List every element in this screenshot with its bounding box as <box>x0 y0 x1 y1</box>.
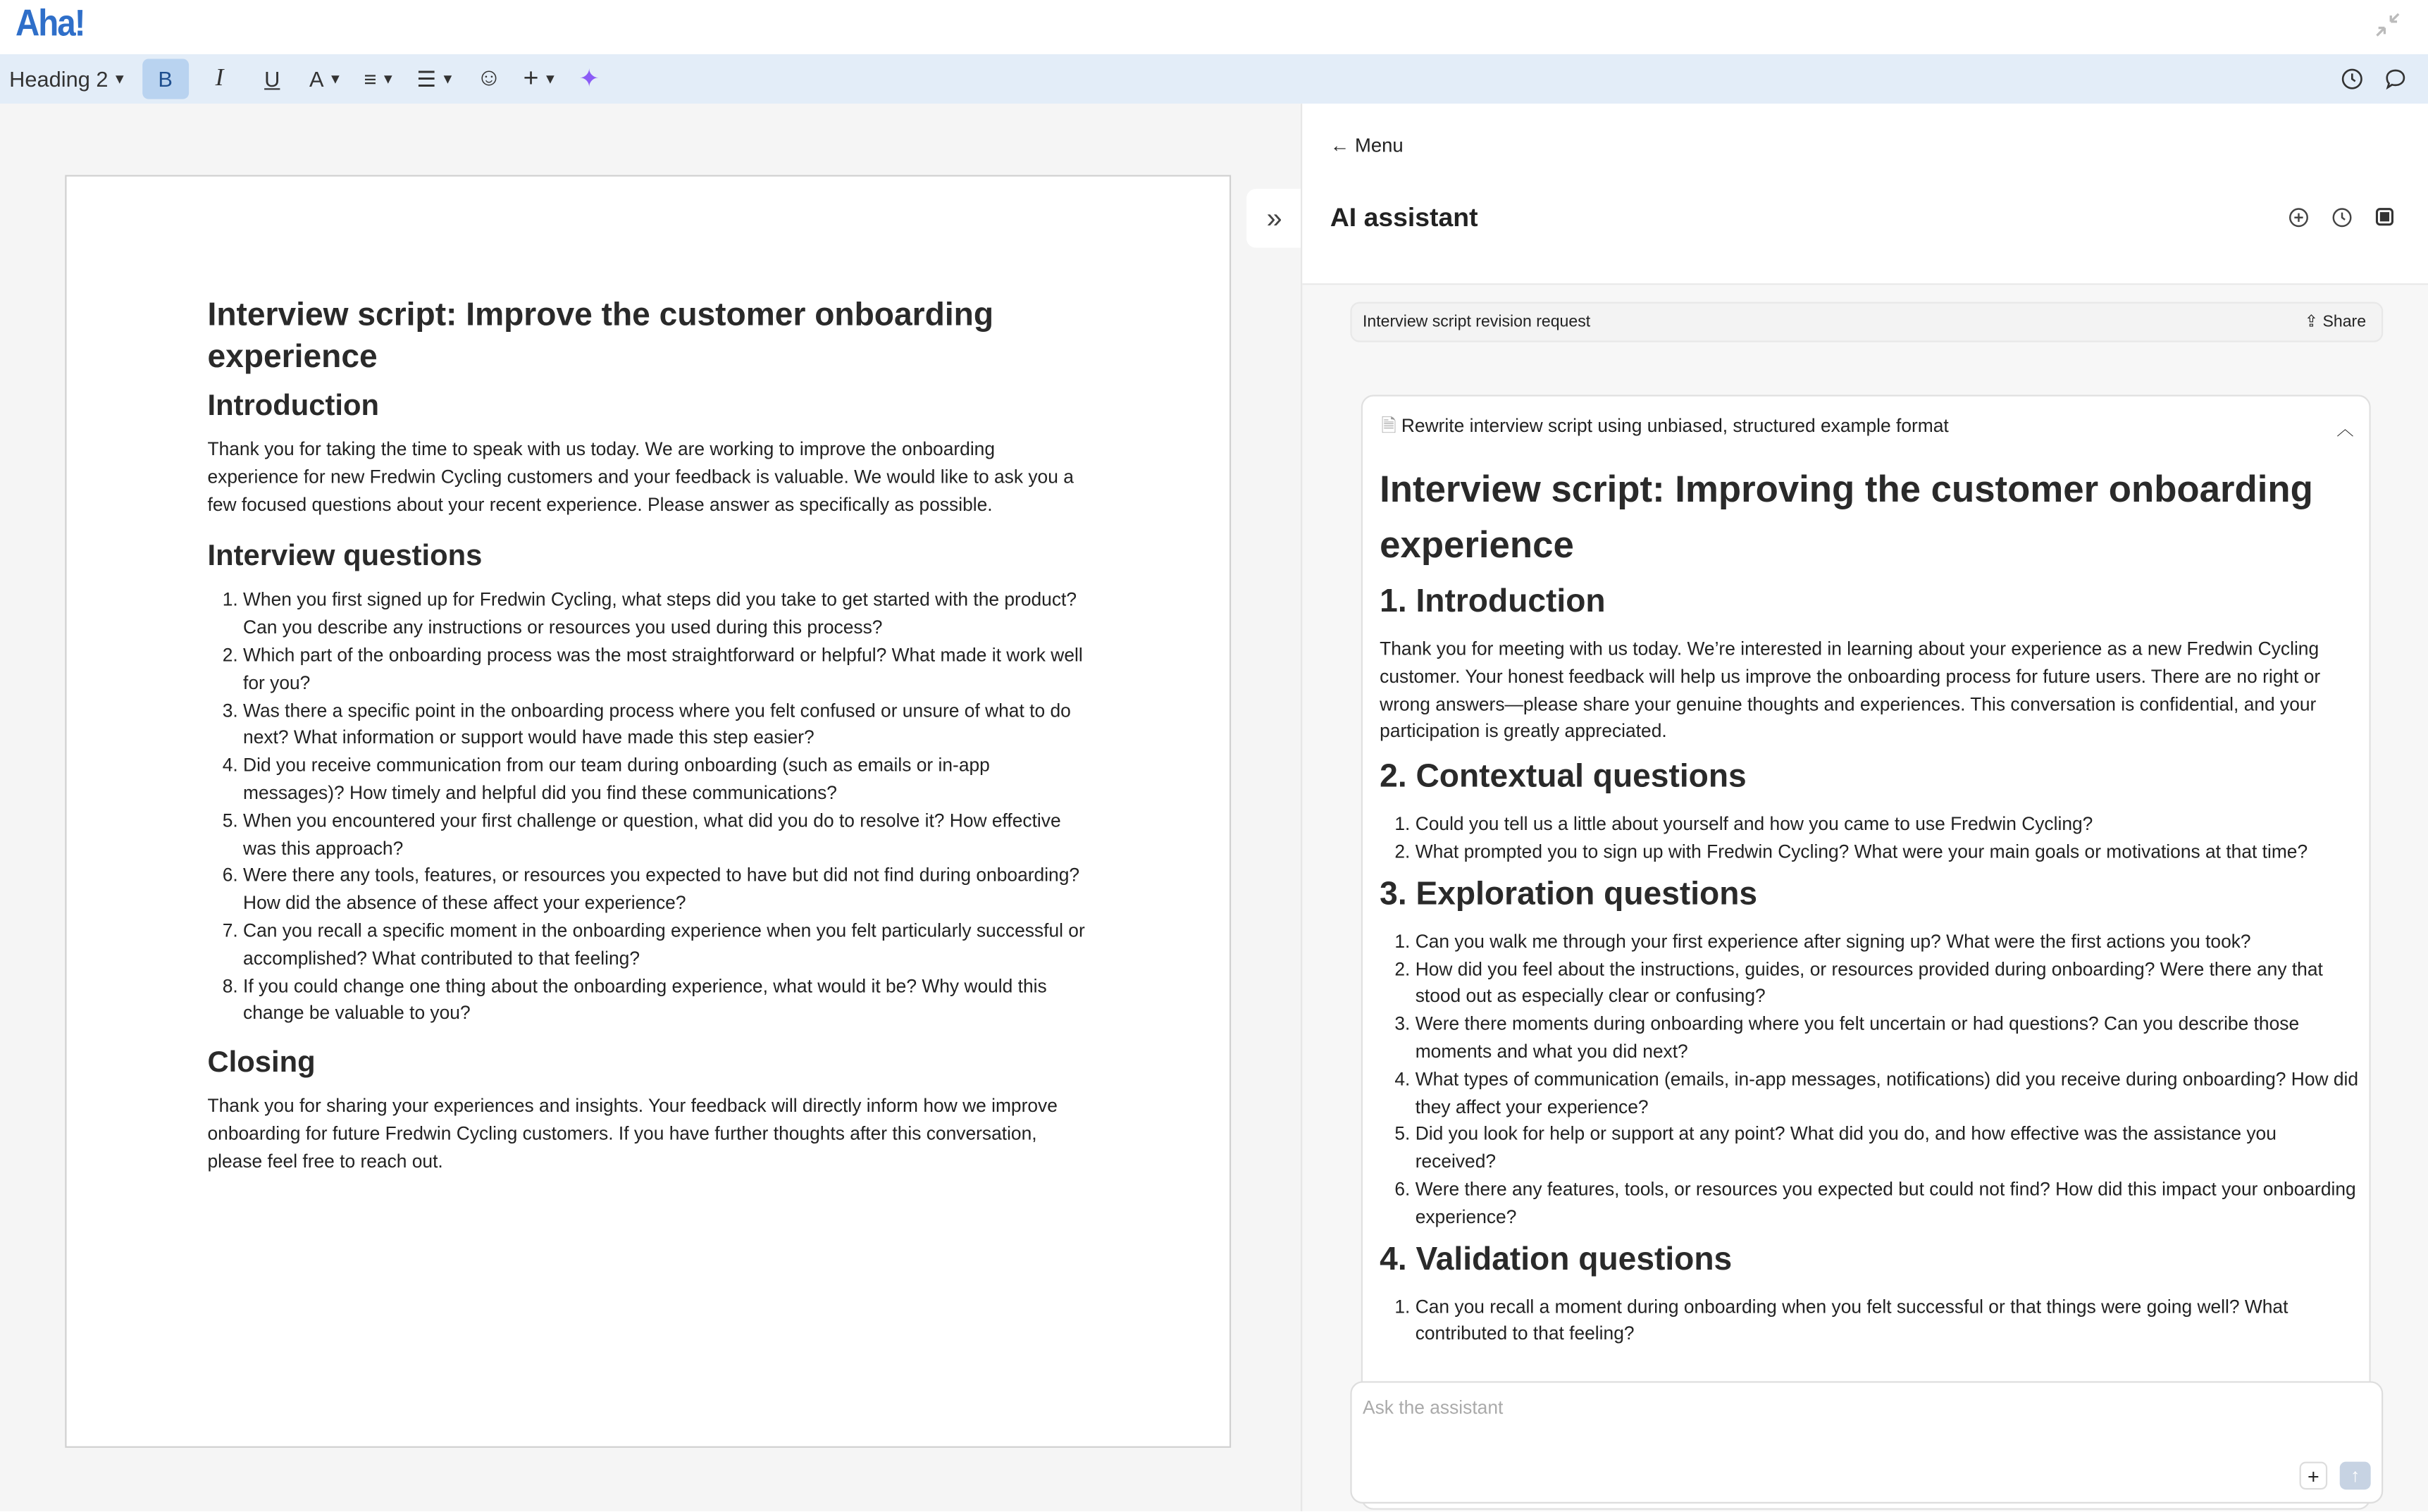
validation-list <box>1380 1294 2361 1349</box>
insert-button[interactable] <box>517 59 564 99</box>
send-button[interactable] <box>2340 1462 2371 1490</box>
text-color-icon: A <box>309 66 324 92</box>
section-heading: Interview questions <box>207 540 483 574</box>
list-item: 1. When you first signed up for Fredwin Cycling, what steps did you take to get started with the product? Can you describe any instructions or resources you used during this process? <box>243 588 1090 643</box>
list-item: 3. Were there moments during onboarding where you felt uncertain or had questions? Can you describe those moments and what you did next? <box>1416 1011 2362 1066</box>
card-header[interactable] <box>1381 412 2353 445</box>
caret-down-icon: ▼ <box>381 71 395 87</box>
list-item: 6. Were there any features, tools, or resources you expected but could not find? How did this impact your onboarding experience? <box>1416 1177 2362 1232</box>
list-item: 8. If you could change one thing about the onboarding experience, what would it be? Why would this change be valuable to you? <box>243 973 1090 1028</box>
double-chevron-right-icon: » <box>1266 202 1282 233</box>
list-item: 5. Did you look for help or support at any point? What did you do, and how effective was the assistance you received? <box>1416 1122 2362 1177</box>
editor-toolbar <box>0 54 2428 104</box>
top-bar <box>0 0 2428 54</box>
intro-paragraph: Thank you for taking the time to speak with us today. We are working to improve the onboarding experience for new Fredwin Cycling customers and your feedback is valuable. We would like to ask you a few focused questions about your recent experience. Please answer as specifically as possible. <box>207 438 1074 515</box>
exploration-list <box>1380 929 2361 1232</box>
list-item: 6. Were there any tools, features, or resources you expected to have but did not find during onboarding? How did the absence of these affect your experience? <box>243 863 1090 918</box>
sidebar-icon <box>2375 207 2393 225</box>
section-heading: Closing <box>207 1046 316 1080</box>
caret-down-icon: ▼ <box>328 71 342 87</box>
plus-icon: + <box>523 63 539 93</box>
share-icon: ⇪ <box>2304 312 2323 332</box>
comment-icon <box>2384 68 2406 90</box>
section-heading: Introduction <box>207 390 380 423</box>
underline-button[interactable] <box>250 59 294 99</box>
response-title: Interview script: Improving the customer onboarding experience <box>1380 469 2313 567</box>
underline-icon: U <box>264 66 280 92</box>
sparkle-icon: ✦ <box>578 66 600 93</box>
align-icon: ≡ <box>364 66 377 92</box>
section-heading: 4. Validation questions <box>1380 1241 1733 1277</box>
chat-history-button[interactable] <box>2331 206 2353 228</box>
document-page[interactable] <box>65 175 1231 1448</box>
document-icon: 🗎 <box>1381 414 1401 437</box>
list-item: 1. Can you recall a moment during onboarding when you felt successful or that things were going well? What contributed to that feeling? <box>1416 1294 2362 1349</box>
new-chat-button[interactable] <box>2287 206 2309 228</box>
closing-paragraph: Thank you for sharing your experiences and insights. Your feedback will directly inform how we improve onboarding for future Fredwin Cycling customers. If you have further thoughts after this conversation, please feel free to reach out. <box>207 1095 1058 1172</box>
conversation-bar <box>1350 302 2383 342</box>
list-item: 4. Did you receive communication from our team during onboarding (such as emails or in-app messages)? How timely and helpful did you find these communications? <box>243 752 1090 807</box>
text-color-button[interactable] <box>303 59 348 99</box>
clock-icon <box>2341 68 2363 90</box>
question-list <box>207 588 1090 1029</box>
ai-assistant-panel <box>1301 104 2428 1511</box>
section-heading: 1. Introduction <box>1380 583 1606 620</box>
plus-circle-icon <box>2288 206 2308 227</box>
assistant-input[interactable] <box>1350 1381 2383 1504</box>
panel-layout-button[interactable] <box>2374 206 2396 228</box>
bullet-list-icon: ☰ <box>416 66 437 91</box>
section-heading: 2. Contextual questions <box>1380 759 1747 795</box>
ai-response-content <box>1380 463 2361 1358</box>
emoji-button[interactable] <box>470 59 508 99</box>
caret-down-icon: ▼ <box>543 71 557 87</box>
aha-logo[interactable]: Aha! <box>15 3 85 45</box>
bold-button[interactable] <box>142 59 189 99</box>
chevron-up-icon[interactable]: ︿ <box>2336 420 2354 440</box>
caret-down-icon: ▼ <box>440 71 455 87</box>
list-button[interactable] <box>411 59 461 99</box>
plus-icon: + <box>2308 1463 2319 1487</box>
list-item: 1. Could you tell us a little about yourself and how you came to use Fredwin Cycling? <box>1416 812 2362 839</box>
panel-header <box>1302 104 2428 285</box>
panel-title: AI assistant <box>1330 202 1478 233</box>
menu-label: Menu <box>1354 135 1404 156</box>
arrow-up-icon: ↑ <box>2350 1465 2360 1487</box>
history-button[interactable] <box>2335 59 2369 99</box>
document-title: Interview script: Improve the customer onboarding experience <box>207 297 994 375</box>
text-style-dropdown[interactable] <box>3 59 132 99</box>
ai-sparkle-button[interactable] <box>573 59 606 99</box>
list-item: 7. Can you recall a specific moment in the onboarding experience when you felt particularly successful or accomplished? What contributed to that feeling? <box>243 918 1090 973</box>
list-item: 4. What types of communication (emails, in-app messages, notifications) did you receive during onboarding? How did they affect your experience? <box>1416 1067 2362 1122</box>
smiley-icon: ☺ <box>476 65 502 92</box>
contextual-list <box>1380 812 2361 867</box>
list-item: 2. Which part of the onboarding process was the most straightforward or helpful? What made it work well for you? <box>243 643 1090 698</box>
attach-button[interactable] <box>2300 1462 2328 1490</box>
collapse-panel-button[interactable] <box>1246 189 1302 248</box>
list-item: 2. How did you feel about the instructions, guides, or resources provided during onboarding? Were there any that stood out as especially clear or confusing? <box>1416 956 2362 1011</box>
align-button[interactable] <box>358 59 402 99</box>
arrow-left-icon: ← <box>1330 135 1355 156</box>
comments-button[interactable] <box>2379 59 2412 99</box>
clock-icon <box>2331 206 2352 227</box>
list-item: 2. What prompted you to sign up with Fredwin Cycling? What were your main goals or motivations at that time? <box>1416 839 2362 867</box>
document-content[interactable] <box>207 295 1090 1177</box>
ai-response-card <box>1361 395 2371 1509</box>
bold-icon: B <box>158 66 173 92</box>
intro-paragraph: Thank you for meeting with us today. We’re interested in learning about your experience as a new Fredwin Cycling customer. Your honest feedback will help us improve the onboarding process for future users. There are no right or wrong answers—please share your genuine thoughts and experiences. This conversation is confidential, and your participation is greatly appreciated. <box>1380 638 2321 743</box>
collapse-fullscreen-icon[interactable] <box>2372 9 2403 40</box>
share-label: Share <box>2322 312 2367 332</box>
italic-icon: I <box>215 65 224 92</box>
back-to-menu-link[interactable] <box>1330 135 1404 156</box>
text-style-value: Heading 2 <box>9 66 109 92</box>
list-item: 1. Can you walk me through your first experience after signing up? What were the first actions you took? <box>1416 929 2362 956</box>
input-placeholder: Ask the assistant <box>1362 1396 1504 1419</box>
list-item: 5. When you encountered your first challenge or question, what did you do to resolve it? How effective was this approach? <box>243 808 1090 863</box>
section-heading: 3. Exploration questions <box>1380 876 1758 912</box>
caret-down-icon: ▼ <box>113 71 127 87</box>
conversation-title[interactable]: Interview script revision request <box>1362 312 1591 332</box>
card-title: Rewrite interview script using unbiased, structured example format <box>1401 414 1949 437</box>
italic-button[interactable] <box>198 59 242 99</box>
list-item: 3. Was there a specific point in the onboarding process where you felt confused or unsure of what to do next? What information or support would have made this step easier? <box>243 698 1090 752</box>
share-button[interactable] <box>2305 313 2366 331</box>
